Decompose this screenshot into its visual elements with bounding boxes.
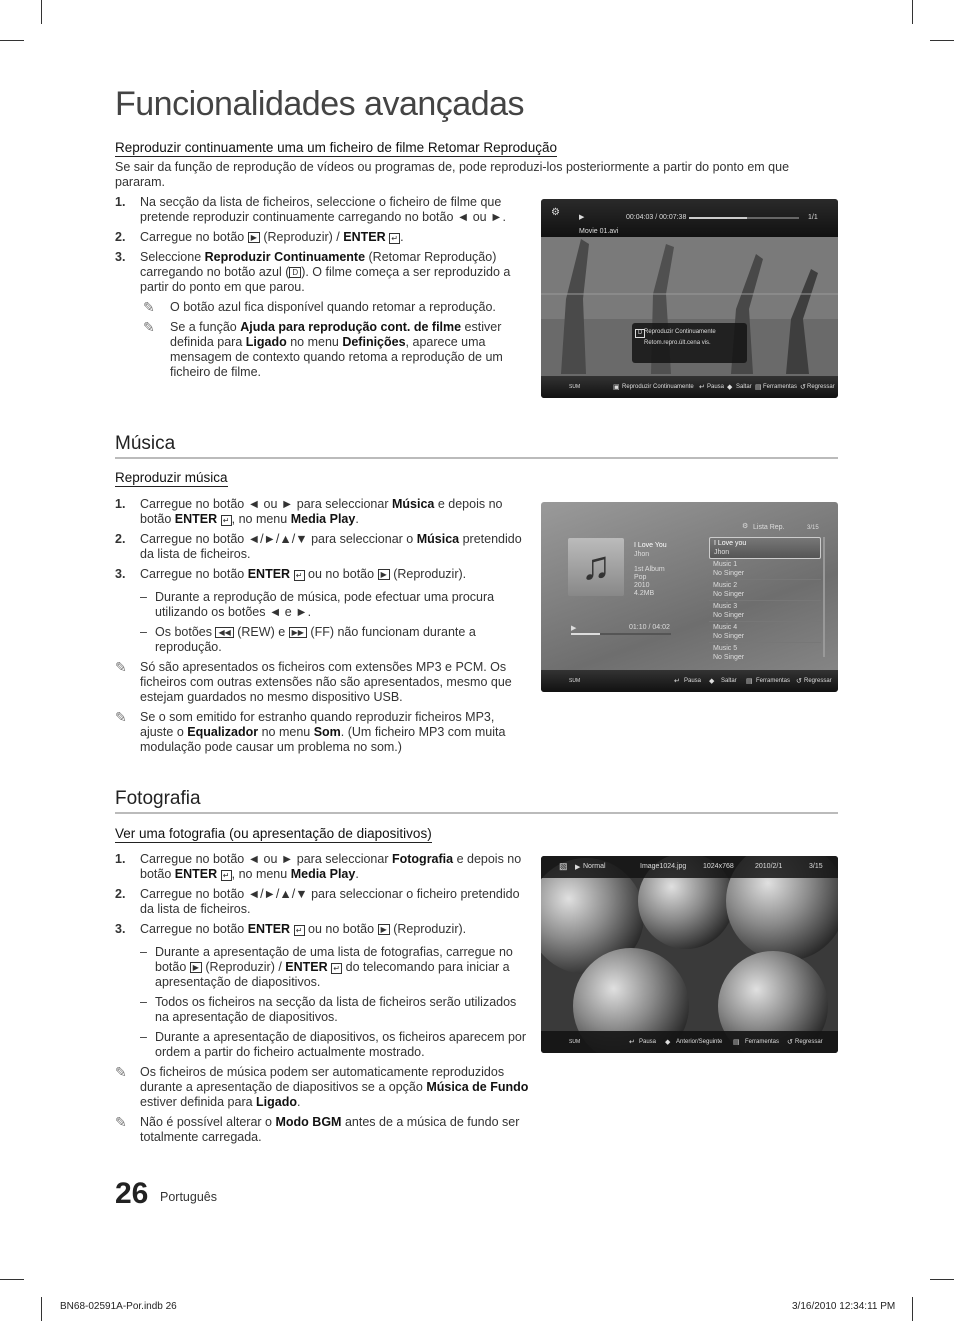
crop-mark [912,1297,913,1321]
step-3: 3. Carregue no botão ENTER ↵ ou no botão ▶ (Reproduzir). [115,922,467,936]
movie-screenshot [541,199,838,398]
step-2: 2. Carregue no botão ◄/►/▲/▼ para seleccionar o ficheiro pretendido da lista de ficheiros. [115,887,520,916]
note: ✎ Se a função Ajuda para reprodução cont. de filme estiver definida para Ligado no menu Definições, aparece uma mensagem de contexto quando retoma a reprodução de um ficheiro de filme. [143,319,503,379]
step-2: 2. Carregue no botão ▶ (Reproduzir) / ENTER ↵ . [115,230,404,244]
play-icon: ▶ [571,625,577,632]
usb-sum-icon: SUM [569,678,581,684]
foto-steps [115,852,530,1150]
enter-icon: ↵ [331,963,342,974]
bullet: – Todos os ficheiros na secção da lista de ficheiros serão utilizados na apresentação de diapositivos. [140,995,517,1024]
return-icon: ↺ [796,678,802,685]
track-item[interactable]: Music 5 No Singer [713,645,745,661]
fast-forward-icon: ▶▶ [289,627,307,638]
step-2: 2. Carregue no botão ◄/►/▲/▼ para seleccionar o Música pretendido da lista de ficheiros. [115,532,522,561]
track-scrollbar[interactable] [823,537,825,657]
musica-steps [115,497,530,760]
foto-heading: Ver uma fotografia (ou apresentação de diapositivos) [115,826,432,841]
play-icon: ▶ [579,214,585,221]
movie-icon: ⚙ [551,207,560,218]
tools-icon: ▤ [746,678,753,685]
enter-icon: ↵ [221,515,232,526]
step-3: 3. Carregue no botão ENTER ↵ ou no botão ▶ (Reproduzir). [115,567,467,581]
blue-d-button-icon: D [635,329,645,338]
left-right-icon: ◆ [727,384,733,391]
enter-icon: ↵ [221,870,232,881]
playlist-icon: ⚙ [742,523,749,530]
print-info-left: BN68-02591A-Por.indb 26 [60,1301,177,1312]
blue-d-button-icon: ▣ [613,384,620,391]
bullet: – Os botões ◀◀ (REW) e ▶▶ (FF) não funcionam durante a reprodução. [140,625,476,654]
player-bottom-bar: SUM ▣ Reproduzir Continuamente ↵ Pausa ◆ Saltar ▤ Ferramentas ↺ Regressar [541,376,838,398]
note-pencil-icon: ✎ [115,709,127,725]
crop-mark [41,0,42,24]
step-1: 1. Carregue no botão ◄ ou ► para seleccionar Fotografia e depois no botão ENTER ↵ , no menu Media Play. [115,852,522,881]
crop-mark [0,40,24,41]
enter-icon: ↵ [294,925,305,936]
enter-icon: ↵ [389,233,400,244]
play-icon: ▶ [378,924,390,935]
track-item[interactable]: I Love you Jhon [709,537,821,559]
photo-icon: ▧ [559,861,568,871]
movie-count: 1/1 [808,214,818,221]
note: ✎ Só são apresentados os ficheiros com extensões MP3 e PCM. Os ficheiros com outras extensões não são apresentados, mesmo que estejam guardados no mesmo dispositivo USB. [115,659,512,704]
footer-language: Português [160,1190,217,1204]
album-art [568,538,624,596]
resume-steps [115,195,515,385]
player-bottom-bar: SUM ↵ Pausa ◆ Anterior/Seguinte ▤ Ferramentas ↺ Regressar [541,1031,838,1053]
music-progress-bar [571,633,671,635]
play-icon: ▶ [190,962,202,973]
note: ✎ Não é possível alterar o Modo BGM antes de a música de fundo ser totalmente carregada. [115,1114,520,1144]
musica-heading: Reproduzir música [115,470,228,485]
left-right-icon: ◆ [665,1039,671,1046]
bullet: – Durante a reprodução de música, pode efectuar uma procura utilizando os botões ◄ e ►. [140,590,495,619]
enter-icon: ↵ [629,1039,635,1046]
note-pencil-icon: ✎ [115,1064,127,1080]
note: ✎ Se o som emitido for estranho quando reproduzir ficheiros MP3, ajuste o Equalizador no menu Som. (Um ficheiro MP3 com muita modulação pode causar um problema no som.) [115,709,506,754]
note-pencil-icon: ✎ [143,299,155,315]
player-top-bar [541,199,838,237]
apples-photo [541,856,838,1053]
note-pencil-icon: ✎ [143,319,155,335]
movie-filename: Movie 01.avi [579,228,619,235]
play-icon: ▶ [575,864,581,871]
crop-mark [0,1279,24,1280]
step-1: 1. Carregue no botão ◄ ou ► para seleccionar Música e depois no botão ENTER ↵ , no menu Media Play. [115,497,503,526]
photo-screenshot [541,856,838,1053]
enter-icon: ↵ [699,384,705,391]
bullet: – Durante a apresentação de diapositivos, os ficheiros aparecem por ordem a partir do ficheiro actualmente mostrado. [140,1030,527,1059]
play-icon: ▶ [248,232,260,243]
crop-mark [41,1297,42,1321]
tools-icon: ▤ [733,1039,740,1046]
note: ✎ Os ficheiros de música podem ser automaticamente reproduzidos durante a apresentação de diapositivos se a opção Música de Fundo estiver definida para Ligado. [115,1064,529,1109]
track-item[interactable]: Music 2 No Singer [709,580,821,601]
step-1: 1. Na secção da lista de ficheiros, seleccione o ficheiro de filme que pretende reproduzir continuamente carregando no botão ◄ ou ►. [115,195,506,224]
step-3: 3. Seleccione Reproduzir Continuamente (Retomar Reprodução) carregando no botão azul ( D ). O filme começa a ser reproduzido a partir do ponto em que parou. [115,250,511,294]
track-item[interactable]: Music 4 No Singer [709,622,821,643]
resume-intro: Se sair da função de reprodução de vídeos ou programas de, pode reproduzi-los posteriormente a partir do ponto em que pararam. [115,160,790,189]
section-fotografia: Fotografia [115,788,838,814]
note: ✎ O botão azul fica disponível quando retomar a reprodução. [143,299,496,315]
resume-popup: D Reproduzir Continuamente Retom.repro.últ.cena vis. [632,323,747,363]
resume-heading: Reproduzir continuamente uma um ficheiro de filme Retomar Reprodução [115,140,557,155]
track-list [709,537,821,663]
player-bottom-bar: SUM ↵ Pausa ◆ Saltar ▤ Ferramentas ↺ Regressar [541,670,838,692]
print-info-right: 3/16/2010 12:34:11 PM [792,1301,896,1312]
crop-mark [930,1279,954,1280]
return-icon: ↺ [787,1039,793,1046]
enter-icon: ↵ [294,570,305,581]
bullet: – Durante a apresentação de uma lista de fotografias, carregue no botão ▶ (Reproduzir) / ENTER ↵ do telecomando para iniciar a apresentação de diapositivos. [140,945,513,989]
rewind-icon: ◀◀ [215,627,233,638]
page-number: 26 [115,1177,149,1210]
usb-sum-icon: SUM [569,1039,581,1045]
note-pencil-icon: ✎ [115,1114,127,1130]
track-item[interactable]: Music 3 No Singer [709,601,821,622]
page-title: Funcionalidades avançadas [115,85,525,123]
blue-d-button-icon: D [289,267,301,278]
movie-time: 00:04:03 / 00:07:38 [626,214,687,221]
player-top-bar: ▧ ▶ Normal Image1024.jpg 1024x768 2010/2/1 3/15 [541,856,838,878]
usb-sum-icon: SUM [569,384,581,390]
crop-mark [930,40,954,41]
crop-mark [912,0,913,24]
enter-icon: ↵ [674,678,680,685]
note-pencil-icon: ✎ [115,659,127,675]
movie-progress-bar [689,217,799,219]
music-note-icon: ♫ [581,544,611,588]
section-musica: Música [115,433,838,459]
left-right-icon: ◆ [709,678,715,685]
return-icon: ↺ [800,384,806,391]
music-screenshot: ♫ I Love You Jhon 1st Album Pop 2010 4.2MB ▶ 01:10 / 04:02 ⚙ Lista Rep. 3/15 I Love you Jhon Music 1 No Singer Music 2 No Singer Music 3 No Singer Music 4 No Singer Music 5 No Singer SUM ↵ Pausa ◆ Saltar ▤ Ferramentas ↺ Regressar [541,502,838,692]
tools-icon: ▤ [755,384,762,391]
play-icon: ▶ [378,569,390,580]
track-item[interactable]: Music 1 No Singer [709,559,821,580]
